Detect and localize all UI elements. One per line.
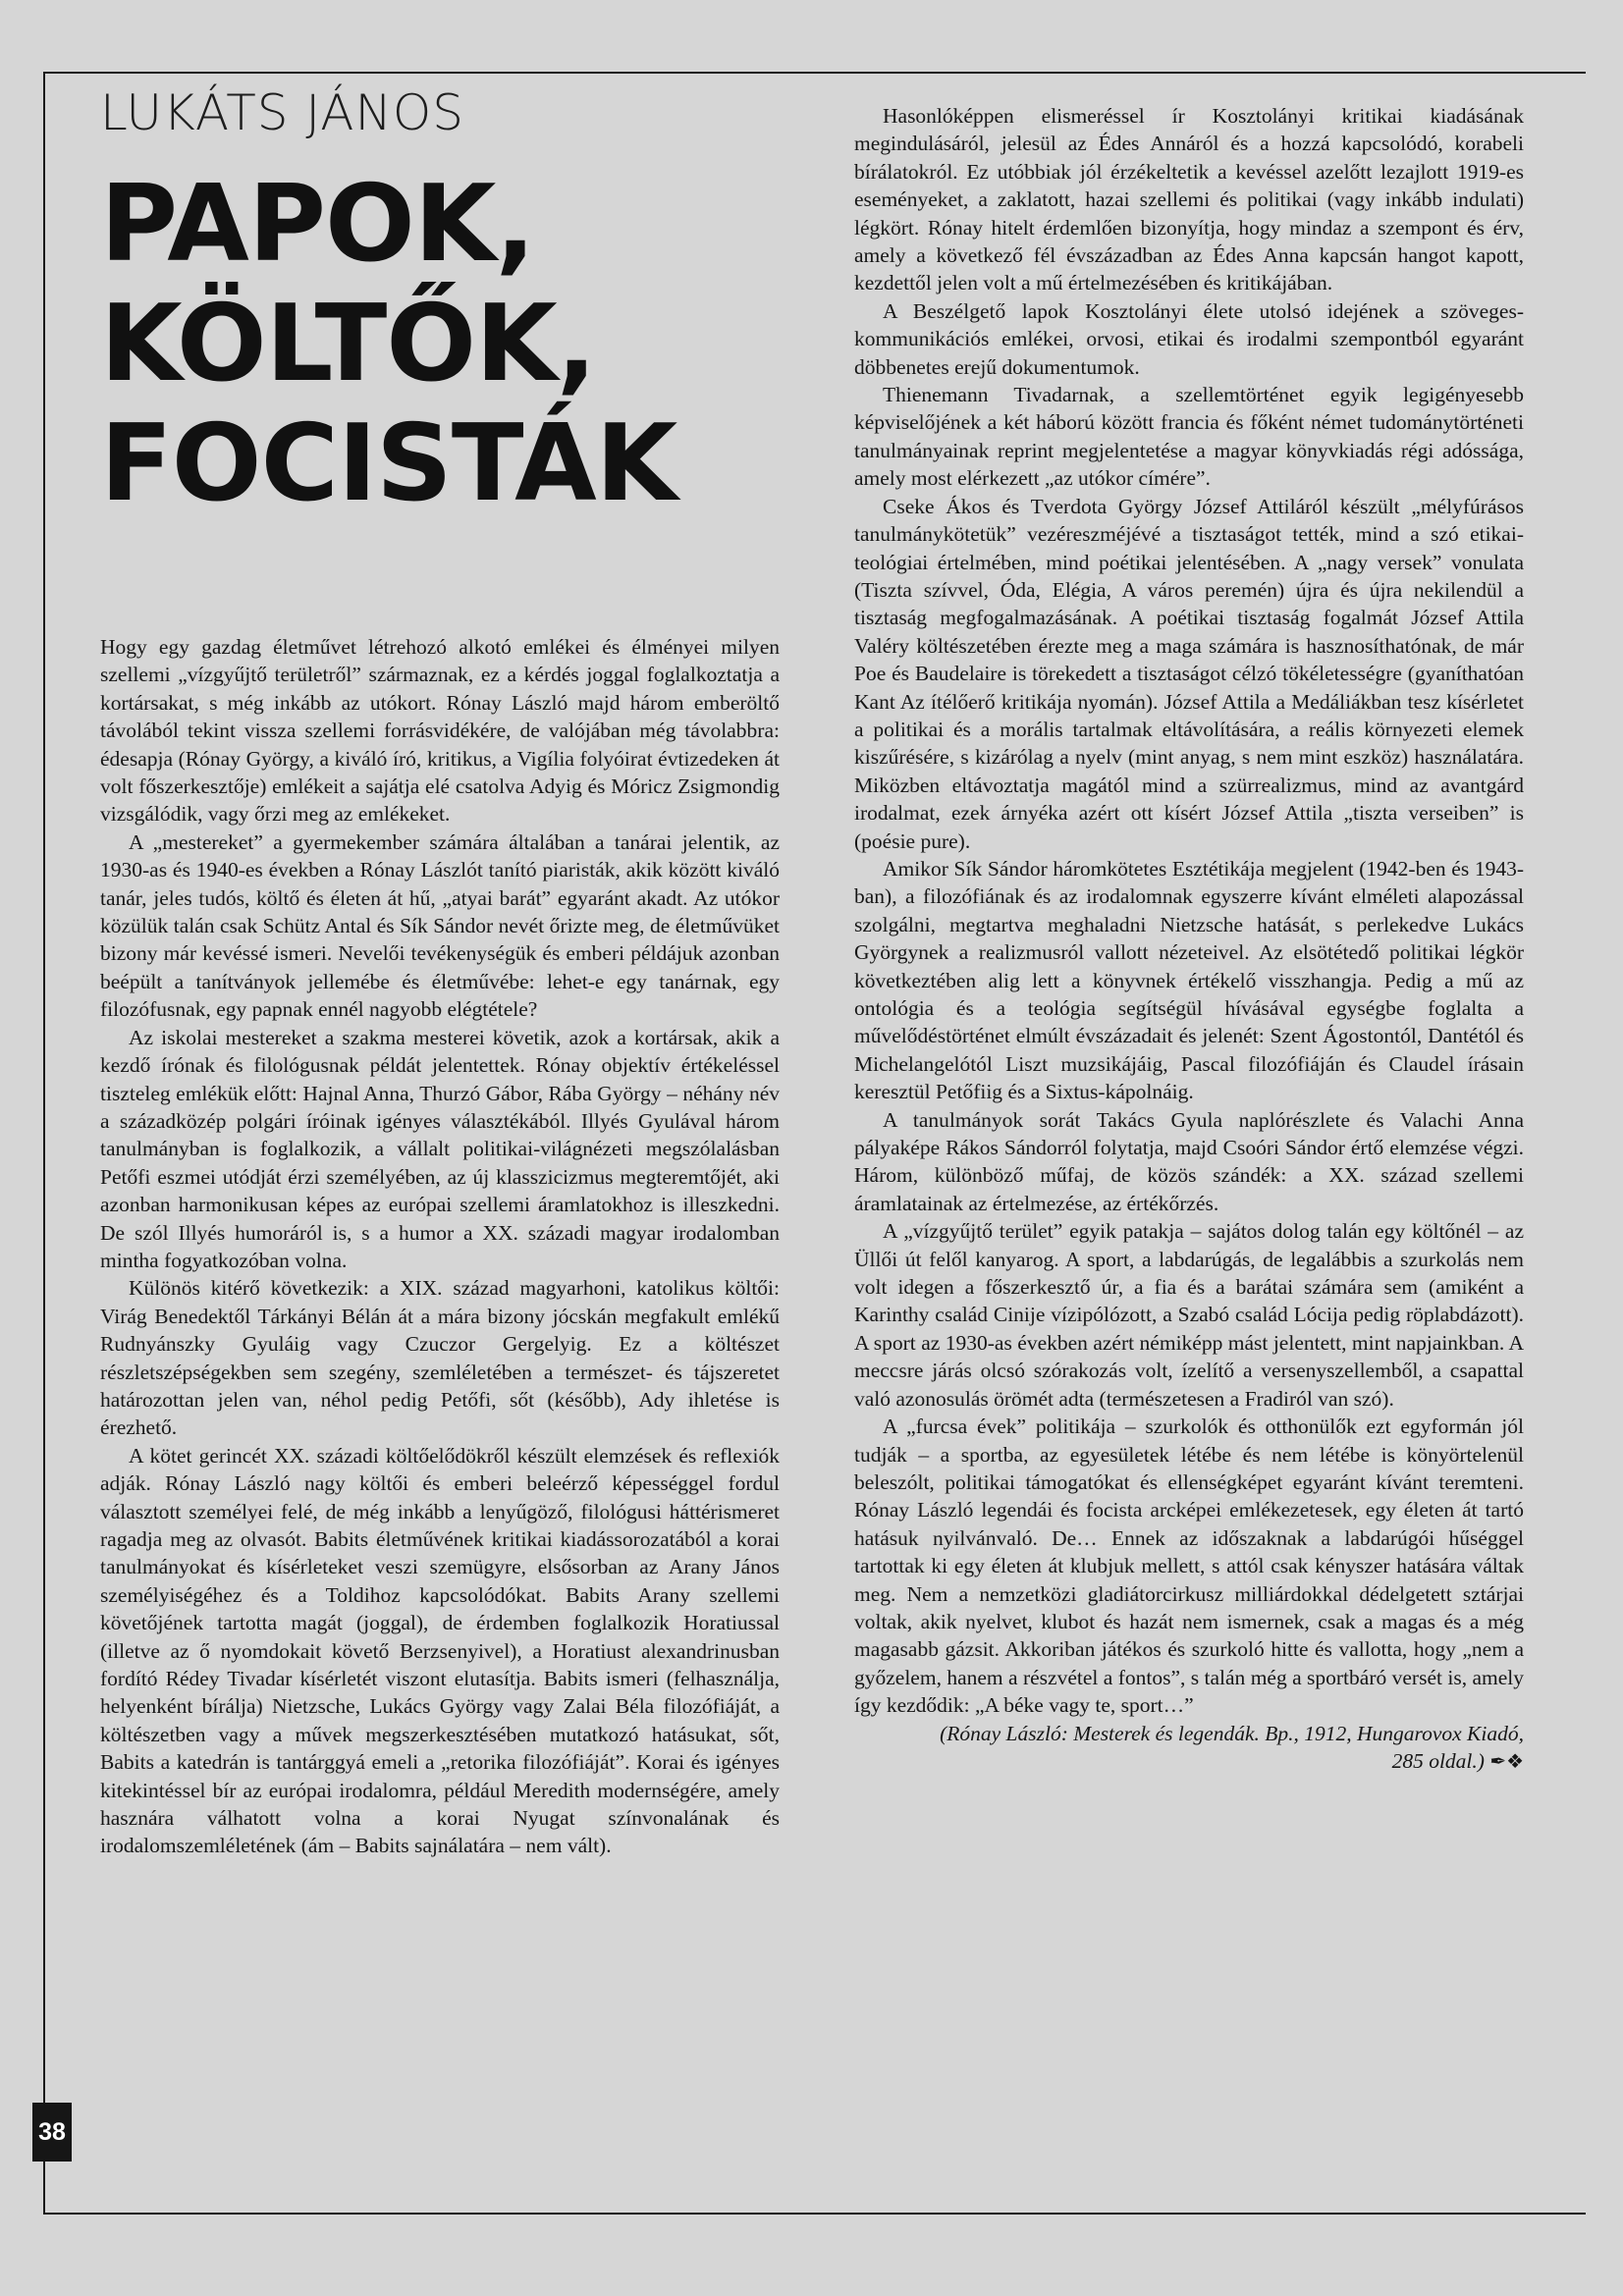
right-paragraph-2: A Beszélgető lapok Kosztolányi élete utolsó idejének a szöveges-kommunikációs emlékei, orvosi, etikai és irodalmi szempontból egyaránt döbbenetes erejű dokumentumok. (854, 298, 1524, 379)
right-paragraph-7: A „vízgyűjtő terület” egyik patakja – sajátos dolog talán egy költőnél – az Üllői út felől kanyarog. A sport, a labdarúgás, de legalábbis a szurkolás nem volt idegen a főszerkesztő úr, a fia és a barátai számára sem (amiként a Karinthy család Cinije vízipólózott, a Szabó család Lócija pedig röplabdázott). A sport az 1930-as években azért némiképp mást jelentett, mint napjainkban. A meccsre járás olcsó szórakozás volt, ízelítő a versenyszellemből, a csapattal való azonosulás örömét adta (természetesen a Fradiról van szó). (854, 1219, 1524, 1411)
right-column (854, 102, 1524, 1775)
frame-left-rule (43, 72, 45, 2214)
frame-top-rule (43, 72, 1586, 74)
left-paragraph-2: A „mestereket” a gyermekember számára általában a tanárai jelentik, az 1930-as és 1940-es években a Rónay Lászlót tanító piaristák, akik között kiváló tanár, jeles tudós, költő és életen át hű, „atyai barát” egyaránt akadt. Az utókor közülük talán csak Schütz Antal és Sík Sándor nevét őrizte meg, de életművüket bizony már kevéssé ismeri. Nevelői tevékenységük és emberi példájuk azonban beépült a tanítványok jellemébe és életművébe: lehet-e egy tanárnak, egy filozófusnak, egy papnak ennél nagyobb elégtétele? (100, 829, 780, 1022)
book-citation (854, 1720, 1524, 1776)
right-paragraph-5: Amikor Sík Sándor háromkötetes Esztétikája megjelent (1942-ben és 1943-ban), a filozófiának és az irodalomnak egyszerre kívánt elméleti alapozással szolgálni, megtartva meghaladni Nietzsche hatását, s perlekedve Lukács Györgynek a realizmusról vallott nézeteivel. Az elsötétedő politikai légkör következtében alig lett a könyvnek értékelő visszhangja. Pedig a mű az ontológia és a teológia segítségül hívásával egységbe foglalta a művelődéstörténet elmúlt évszázadait és jelenét: Szent Ágostontól, Dantétól és Michelangelótól Liszt muzsikájáig, Pascal filozófiáján és Claudel írásain keresztül Petőfiig és a Sixtus-kápolnáig. (854, 856, 1524, 1104)
left-paragraph-4: Különös kitérő következik: a XIX. század magyarhoni, katolikus költői: Virág Benedektől Tárkányi Bélán át a mára bizony jócskán megfakult emlékű Rudnyánszky Gyuláig vagy Czuczor Gergelyig. Ez a költészet részletszépségekben sem szegény, szemléletében a természet- és tájszeretet határozottan jelen van, néhol pedig Petőfi, sőt (később), Ady ihletése is érezhető. (100, 1276, 780, 1440)
right-paragraph-6: A tanulmányok sorát Takács Gyula naplórészlete és Valachi Anna pályaképe Rákos Sándorról folytatja, majd Csoóri Sándor értő elemzése végzi. Három, különböző műfaj, de közös szándék: a XX. század szellemi áramlatainak az értelmezése, az értékőrzés. (854, 1107, 1524, 1215)
end-mark-icon: ✒❖ (1489, 1748, 1524, 1773)
article-title (100, 165, 807, 524)
frame-bottom-rule (43, 2213, 1586, 2215)
citation-line-1: (Rónay László: Mesterek és legendák. Bp., 1912, Hungarovox Kiadó, (940, 1721, 1524, 1745)
left-column (100, 633, 780, 1860)
left-paragraph-3: Az iskolai mestereket a szakma mesterei követik, azok a kortársak, akik a kezdő írónak és filológusnak példát jelentettek. Rónay objektív értékeléssel tiszteleg emlékük előtt: Hajnal Anna, Thurzó Gábor, Rába György – néhány név a századközép polgári íróinak igényes választékából. Illyés Gyulával három tanulmányban is foglalkozik, a vállalt politikai-világnézeti megszólalásban Petőfi eszmei utódját érzi személyében, az új klasszicizmus megteremtőjét, aki azonban harmonikusan képes az európai szellemi áramlatokhoz is illeszkedni. De szól Illyés humoráról is, s a humor a XX. századi magyar irodalomban mintha fogyatkozóban volna. (100, 1025, 780, 1272)
left-paragraph-5: A kötet gerincét XX. századi költőelődökről készült elemzések és reflexiók adják. Rónay László nagy költői és emberi beleérző képességgel fordul választott személyei felé, de még inkább a lenyűgöző, filológusi háttérismeret ragadja meg az olvasót. Babits életművének kritikai kiadássorozatából a korai tanulmányokat és kísérleteket veszi szemügyre, elsősorban az Arany János személyiségéhez és a Toldihoz kapcsolódókat. Babits Arany szellemi követőjének tartotta magát (joggal), de érdemben foglalkozik Horatiussal (illetve az ő nyomdokait követő Berzsenyivel), a Horatiust alexandrinusban fordító Rédey Tivadar kísérletét viszont elutasítja. Babits ismeri (felhasználja, helyenként bírálja) Nietzsche, Lukács György vagy Zalai Béla filozófiáját, a költészetben vagy a művek megszerkesztésében mutatkozó hatásukat, sőt, Babits a katedrán is tantárggyá emeli a „retorika filozófiáját”. Korai és igényes kitekintéssel bír az európai irodalomra, például Meredith modernségére, amely hasznára válhatott volna a korai Nyugat színvonalának és irodalomszemléletének (ám – Babits sajnálatára – nem vált). (100, 1443, 780, 1858)
right-paragraph-3: Thienemann Tivadarnak, a szellemtörténet egyik legigényesebb képviselőjének a két háború között francia és főként német tudománytörténeti tanulmányainak reprint megjelentetése a magyar könyvkiadás régi adóssága, amely most elérkezett „az utókor címére”. (854, 383, 1524, 491)
right-paragraph-4: Cseke Ákos és Tverdota György József Attiláról készült „mélyfúrásos tanulmánykötetük” vezéreszméjévé a tisztaságot tették, mind a szó etikai-teológiai értelmében, mind poétikai jelentésében. A „nagy versek” vonulata (Tiszta szívvel, Óda, Elégia, A város peremén) újra és újra nekilendül a tisztaság megfogalmazásának. A poétikai tisztaság fogalmát József Attila Valéry költészetében érezte meg a maga számára is hasznosíthatónak, de már Poe és Baudelaire is törekedett a tisztaságot célzó tökéletességre (gyaníthatóan Kant Az ítélőerő kritikája nyomán). József Attila a Medáliákban tesz kísérletet a politikai és a morális tartalmak eltávolítására, a reális környezeti elemek kiszűrésére, s kizárólag a nyelv (mint anyag, s nem mint eszköz) használatára. Miközben eltávoztatja magától mind a szürrealizmus, mind az avantgárd irodalmat, ezek árnyéka azért ott kísért József Attila „tiszta verseiben” is (poésie pure). (854, 494, 1524, 853)
title-line-3: FOCISTÁK (100, 402, 677, 525)
title-line-2: KÖLTŐK, (100, 283, 596, 405)
title-line-1: PAPOK, (100, 163, 535, 286)
right-paragraph-1: Hasonlóképpen elismeréssel ír Kosztolányi kritikai kiadásának megindulásáról, jelesül az Édes Annáról és a hozzá kapcsolódó, korabeli bírálatokról. Ez utóbbiak jól érzékeltetik a kevéssel azelőtt lezajlott 1919-es eseményeket, a zaklatott, hazai szellemi és politikai (vagy inkább indulati) légkört. Rónay hitelt érdemlően bizonyítja, hogy mindaz a szempont és érv, amely a következő fél évszázadban az Édes Anna kapcsán hangot kapott, kezdettől jelen volt a mű értelmezésében és kritikájában. (854, 104, 1524, 295)
citation-line-2: 285 oldal.) (1391, 1748, 1485, 1773)
page-number: 38 (32, 2103, 72, 2162)
left-paragraph-1: Hogy egy gazdag életművet létrehozó alkotó emlékei és élményei milyen szellemi „vízgyűjtő területről” származnak, ez a kérdés joggal foglalkoztatja a kortársakat, s még inkább az utókort. Rónay László majd három emberöltő távolából tekint vissza szellemi forrásvidékére, de valójában még távolabbra: édesapja (Rónay György, a kiváló író, kritikus, a Vigília folyóirat évtizedeken át volt főszerkesztője) emlékeit a sajátja elé csatolva Adyig és Móricz Zsigmondig vizsgálódik, vagy őrzi meg az emlékeket. (100, 635, 780, 827)
article-author: LUKÁTS JÁNOS (100, 84, 464, 141)
right-paragraph-8: A „furcsa évek” politikája – szurkolók és otthonülők ezt egyformán jól tudják – a sportba, az egyesületek létébe és nem létébe is könyörtelenül beleszólt, politikai támogatókat és ellenségképet egyaránt kívánt teremteni. Rónay László legendái és focista arcképei emlékezetesek, egy életen át tartó hatásuk nyilvánvaló. De… Ennek az időszaknak a labdarúgói hűséggel tartottak ki egy életen át klubjuk mellett, s attól csak kényszer hatására váltak meg. Nem a nemzetközi gladiátorcirkusz milliárdokkal dédelgetett sztárjai voltak, akik nyelvet, klubot és hazát nem ismernek, csak a magas és a még magasabb gázsit. Akkoriban játékos és szurkoló hitte és vallotta, hogy „nem a győzelem, hanem a részvétel a fontos”, s talán még a sportbáró versét is, amely így kezdődik: „A béke vagy te, sport…” (854, 1415, 1524, 1718)
